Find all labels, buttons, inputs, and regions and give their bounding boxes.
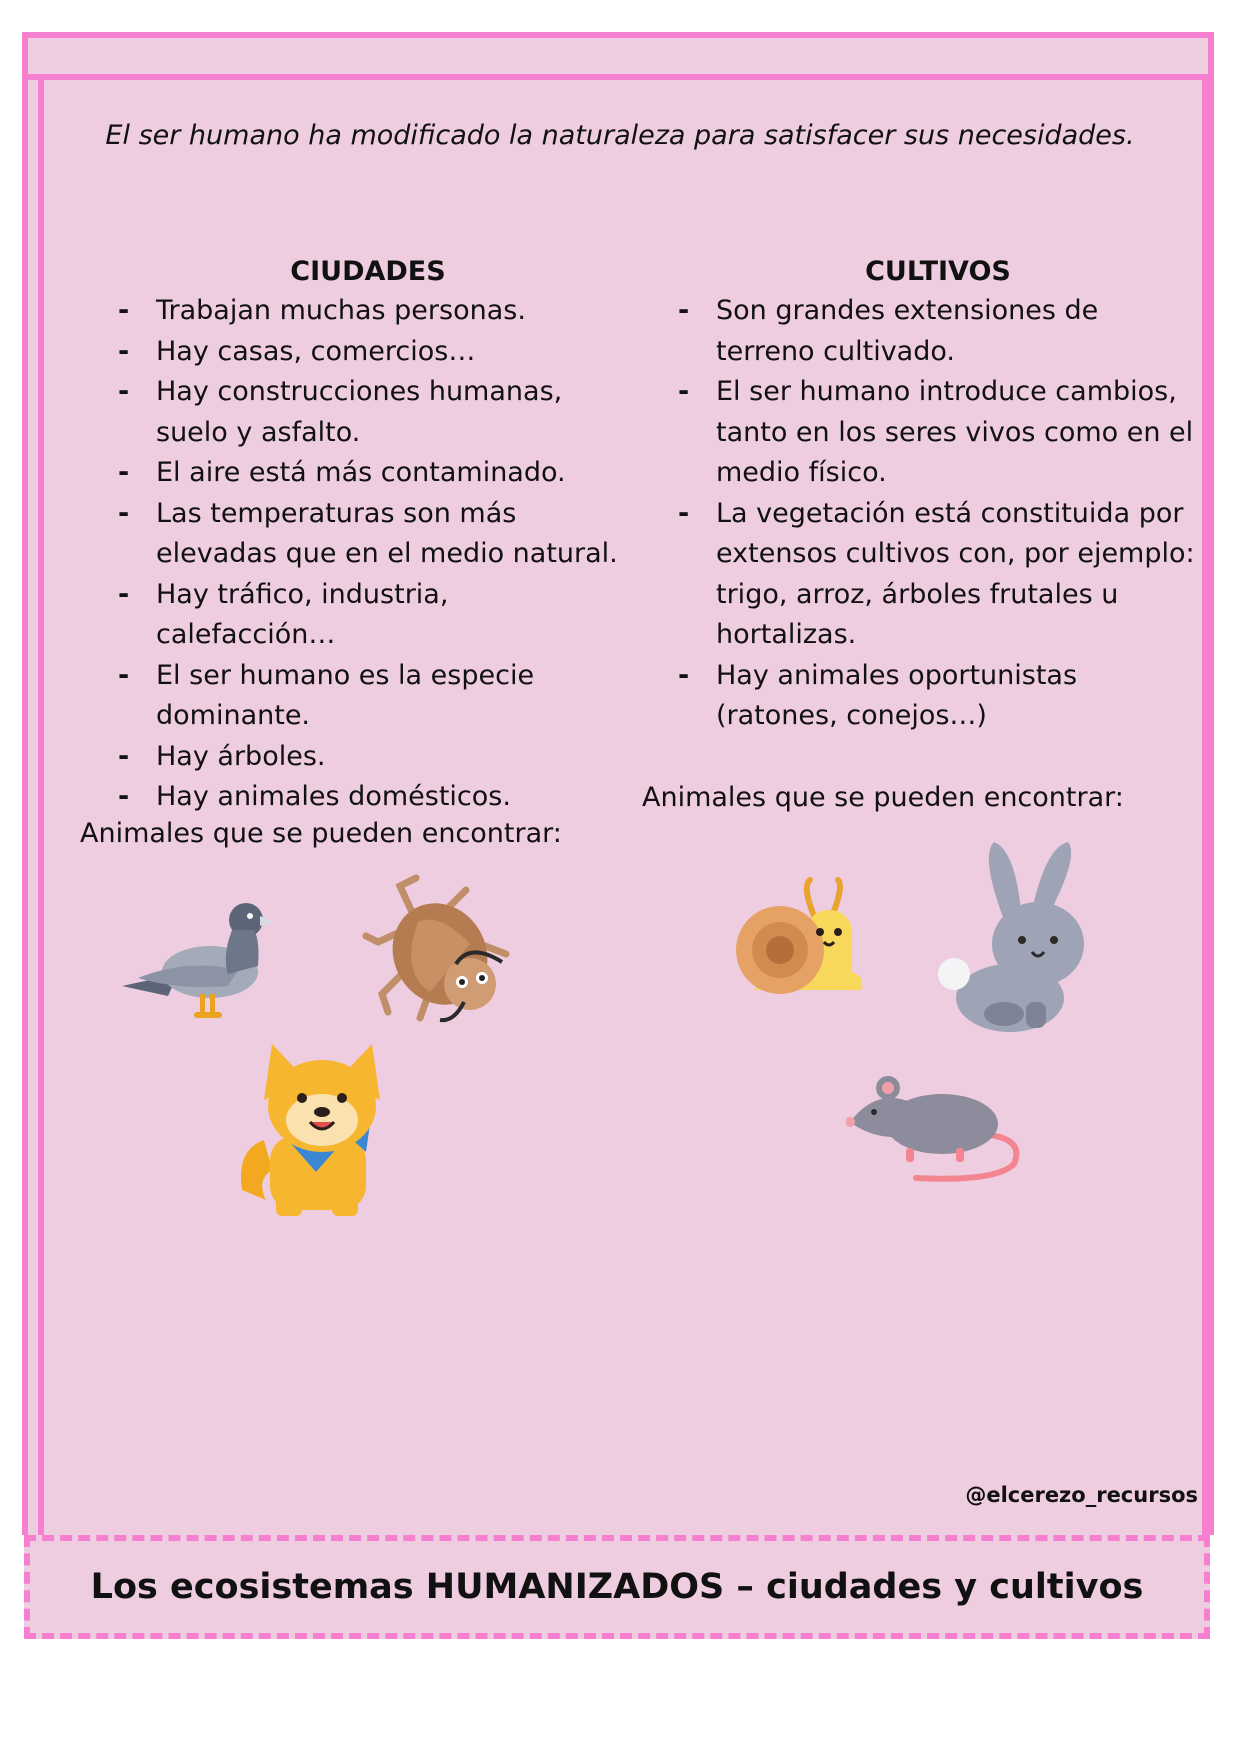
ciudades-title: CIUDADES bbox=[290, 256, 446, 287]
cultivos-title: CULTIVOS bbox=[865, 256, 1011, 287]
pigeon-icon bbox=[118, 878, 278, 1028]
ciudades-column bbox=[118, 256, 618, 818]
list-item: - Hay animales domésticos. bbox=[118, 777, 618, 818]
footer-title: Los ecosistemas HUMANIZADOS – ciudades y cultivos bbox=[24, 1535, 1210, 1639]
list-item: - El ser humano introduce cambios, tanto en los seres vivos como en el medio físico. bbox=[678, 372, 1198, 494]
list-item: - Son grandes extensiones de terreno cultivado. bbox=[678, 291, 1198, 372]
list-item: - El ser humano es la especie dominante. bbox=[118, 656, 618, 737]
dog-icon bbox=[236, 1040, 396, 1220]
mouse-icon bbox=[846, 1070, 1026, 1190]
list-item: - Hay animales oportunistas (ratones, conejos…) bbox=[678, 656, 1198, 737]
credit-handle: @elcerezo_recursos bbox=[965, 1483, 1198, 1507]
snail-icon bbox=[732, 876, 872, 1006]
list-item: - Las temperaturas son más elevadas que en el medio natural. bbox=[118, 494, 618, 575]
list-item: - Hay árboles. bbox=[118, 737, 618, 778]
cockroach-icon bbox=[360, 872, 520, 1032]
cultivos-list bbox=[678, 291, 1198, 737]
list-item: - La vegetación está constituida por extensos cultivos con, por ejemplo: trigo, arroz, árboles frutales u hortalizas. bbox=[678, 494, 1198, 656]
top-strip bbox=[28, 38, 1208, 80]
list-item: - Trabajan muchas personas. bbox=[118, 291, 618, 332]
rabbit-icon bbox=[934, 836, 1104, 1032]
list-item: - Hay tráfico, industria, calefacción… bbox=[118, 575, 618, 656]
cultivos-animals-label: Animales que se pueden encontrar: bbox=[642, 782, 1124, 813]
list-item: - El aire está más contaminado. bbox=[118, 453, 618, 494]
list-item: - Hay construcciones humanas, suelo y asfalto. bbox=[118, 372, 618, 453]
list-item: - Hay casas, comercios… bbox=[118, 332, 618, 373]
ciudades-list bbox=[118, 291, 618, 818]
intro-text: El ser humano ha modificado la naturaleza para satisfacer sus necesidades. bbox=[105, 120, 1135, 151]
cultivos-column bbox=[678, 256, 1198, 737]
ciudades-animals-label: Animales que se pueden encontrar: bbox=[80, 818, 562, 849]
